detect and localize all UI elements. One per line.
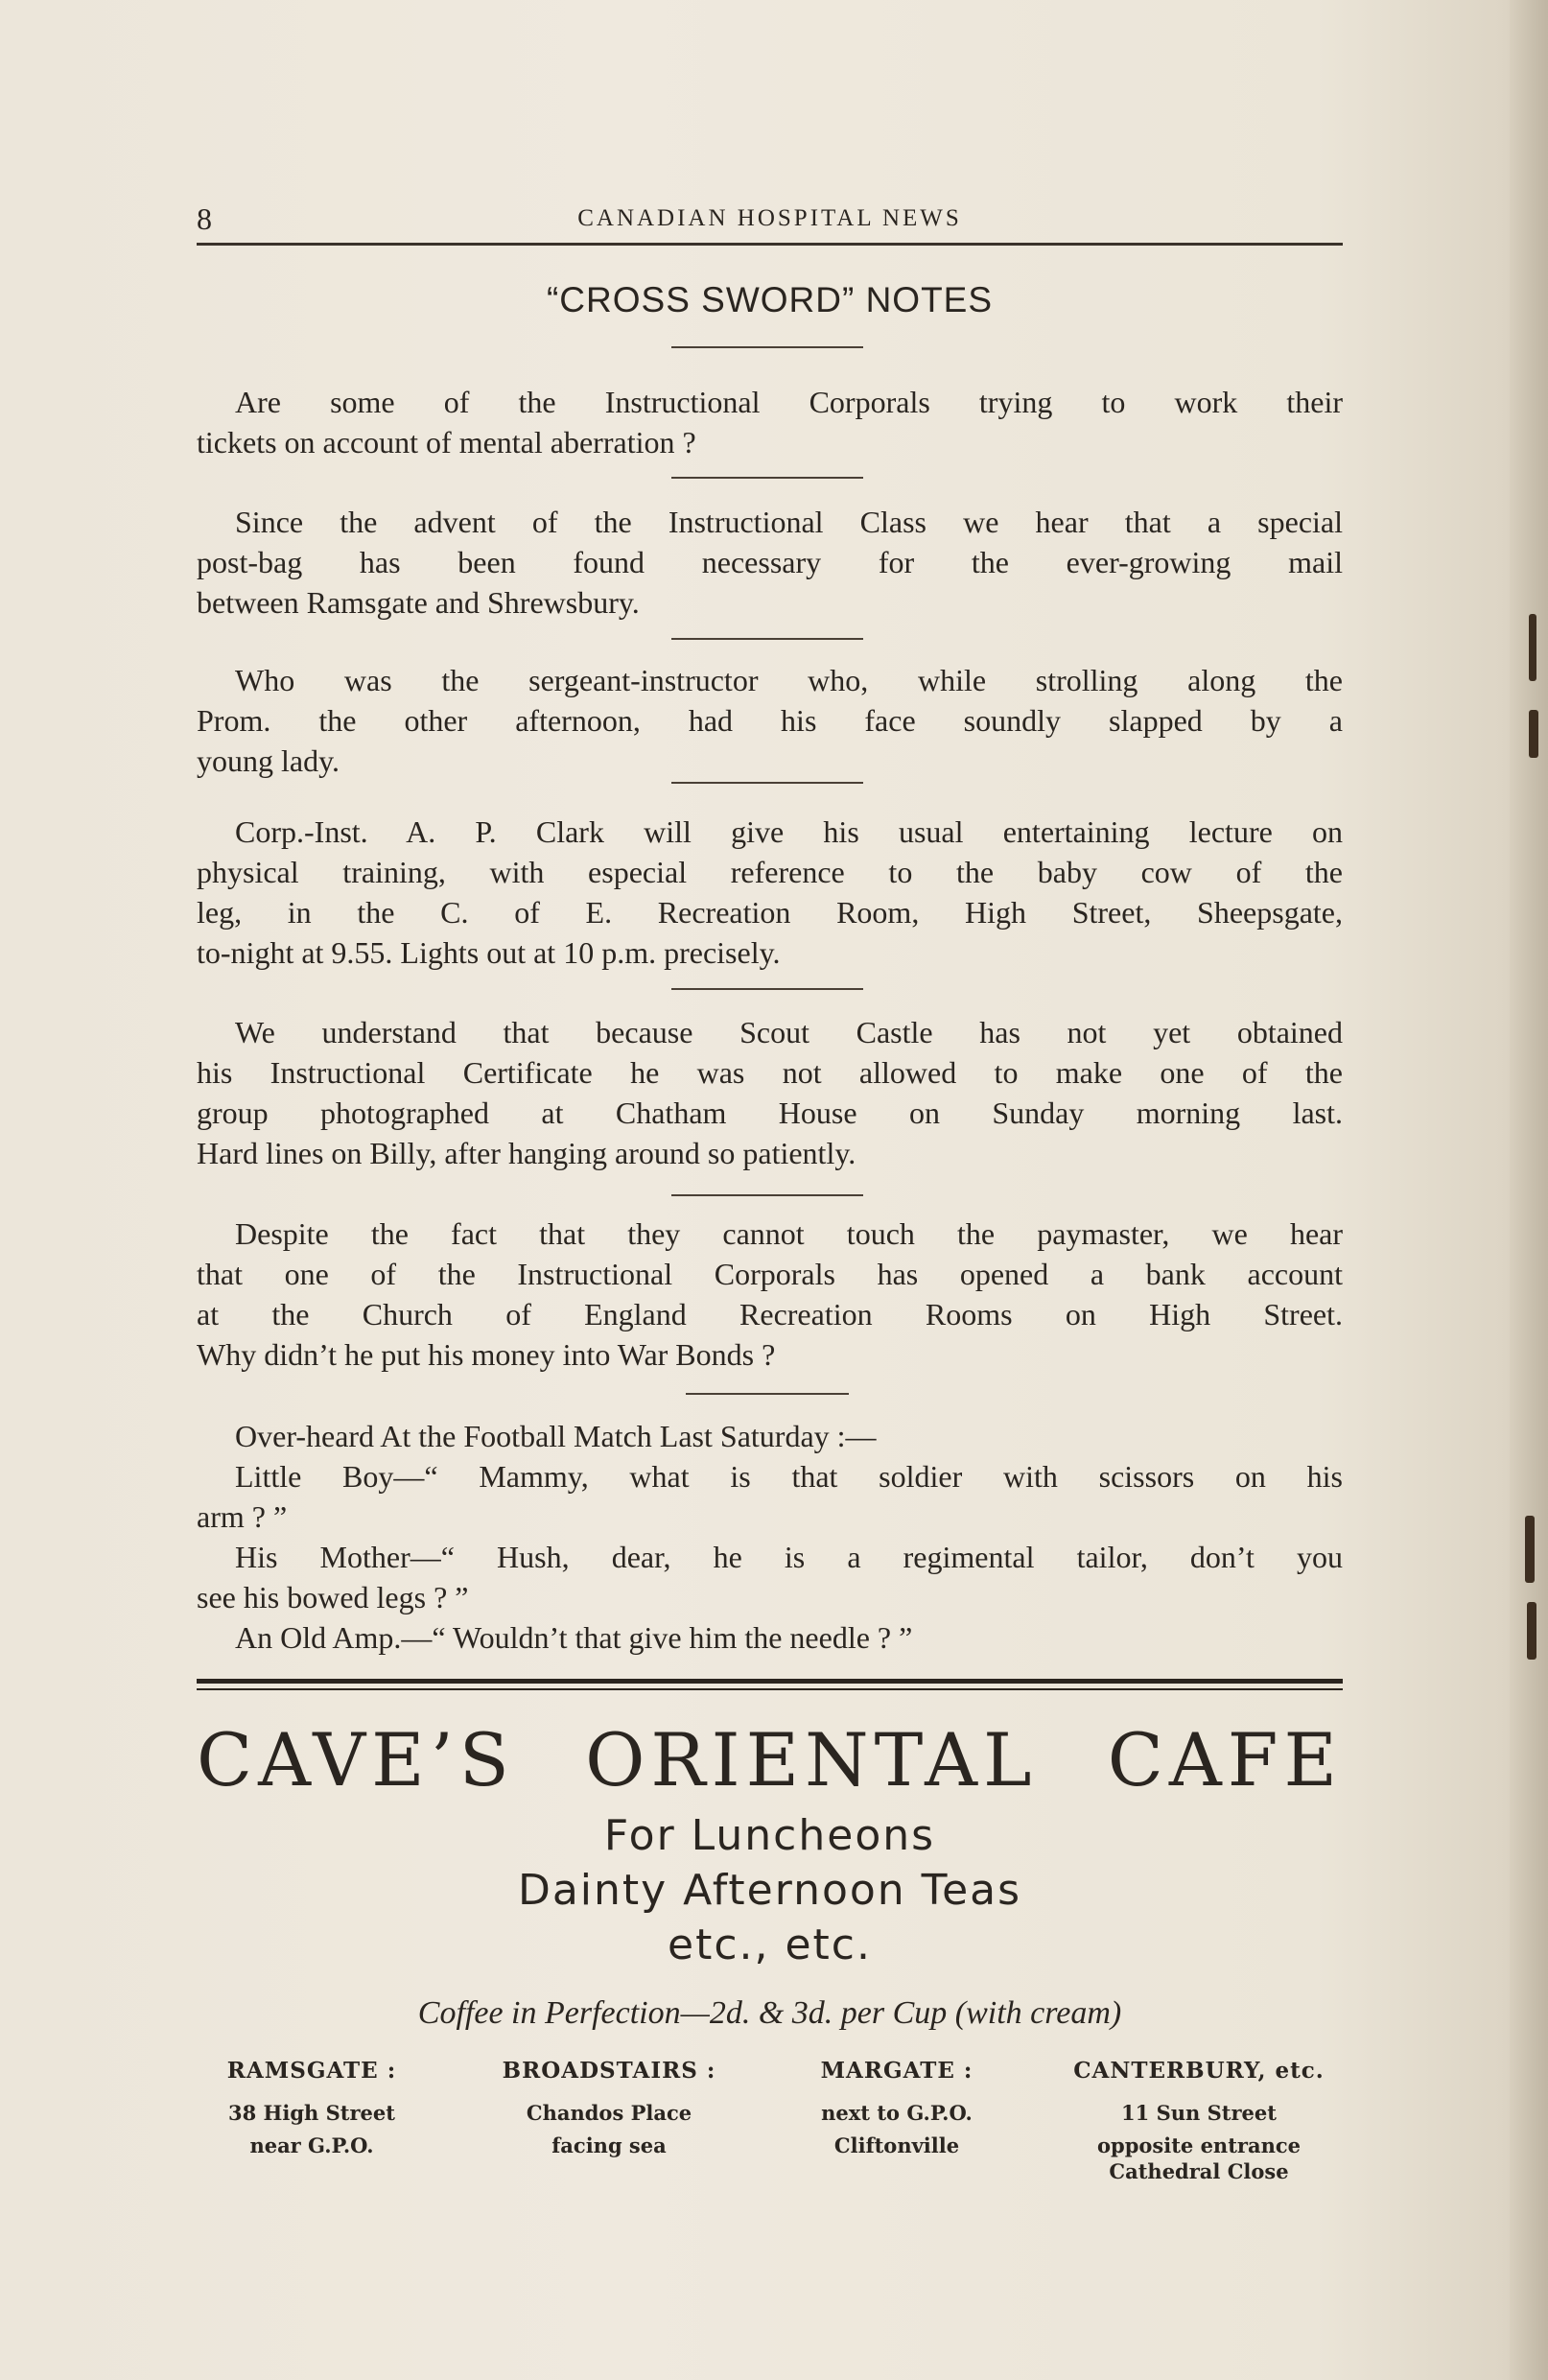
binding-mark — [1525, 1516, 1535, 1583]
ad-rule-thin — [197, 1688, 1343, 1690]
running-head: CANADIAN HOSPITAL NEWS — [577, 205, 962, 231]
ad-title: CAVE’S ORIENTAL CAFE — [197, 1717, 1343, 1803]
text-line: young lady. — [197, 743, 340, 778]
text-line: His Mother—“ Hush, dear, he is a regimental tailor, don’t you — [235, 1540, 1343, 1574]
text-line: Little Boy—“ Mammy, what is that soldier with scissors on his — [235, 1459, 1343, 1494]
text-line: that one of the Instructional Corporals has opened a bank account — [197, 1257, 1343, 1291]
text-line: physical training, with especial reference to the baby cow of the — [197, 855, 1343, 889]
branch-address: 11 Sun Street — [1121, 2101, 1277, 2125]
text-line: Corp.-Inst. A. P. Clark will give his usual entertaining lecture on — [235, 814, 1343, 849]
branch-canterbury — [1055, 2058, 1343, 2181]
branch-address: Chandos Place — [526, 2101, 692, 2125]
text-line: tickets on account of mental aberration ? — [197, 425, 696, 460]
text-line: Since the advent of the Instructional Class we hear that a special — [235, 505, 1343, 539]
news-item — [197, 502, 1343, 623]
branch-name: BROADSTAIRS : — [502, 2058, 716, 2084]
text-line: Why didn’t he put his money into War Bonds ? — [197, 1337, 776, 1372]
separator-rule — [671, 1194, 863, 1196]
separator-rule — [671, 988, 863, 990]
text-line: arm ? ” — [197, 1499, 288, 1534]
text-line: We understand that because Scout Castle has not yet obtained — [235, 1015, 1343, 1049]
ad-rule-thick — [197, 1679, 1343, 1684]
header-rule — [197, 243, 1343, 246]
text-line: his Instructional Certificate he was not allowed to make one of the — [197, 1055, 1343, 1090]
text-line: Despite the fact that they cannot touch the paymaster, we hear — [235, 1216, 1343, 1251]
text-line: Hard lines on Billy, after hanging around so patiently. — [197, 1136, 856, 1170]
branch-name: MARGATE : — [820, 2058, 973, 2084]
text-line: Over-heard At the Football Match Last Saturday :— — [235, 1419, 877, 1453]
branch-address: near G.P.O. — [249, 2133, 374, 2157]
news-item — [197, 382, 1343, 462]
branch-address: 38 High Street — [228, 2101, 395, 2125]
text-line: between Ramsgate and Shrewsbury. — [197, 585, 640, 620]
separator-rule — [671, 477, 863, 479]
binding-mark — [1529, 614, 1536, 681]
branch-address: Cathedral Close — [1109, 2159, 1289, 2183]
ad-line: For Luncheons — [603, 1811, 936, 1860]
ad-line: etc., etc. — [668, 1920, 872, 1969]
ad-line: Dainty Afternoon Teas — [517, 1866, 1022, 1915]
ad-tagline: Coffee in Perfection—2d. & 3d. per Cup (with cream) — [417, 1995, 1122, 2031]
binding-mark — [1529, 710, 1538, 758]
section-title: “CROSS SWORD” NOTES — [546, 280, 994, 319]
branch-address: Cliftonville — [833, 2133, 960, 2157]
page-spine — [1510, 0, 1548, 2380]
branch-margate — [786, 2058, 1007, 2162]
branch-address: opposite entrance — [1097, 2133, 1301, 2157]
separator-rule — [671, 638, 863, 640]
news-item — [197, 1214, 1343, 1375]
text-line: post-bag has been found necessary for the ever-growing mail — [197, 545, 1343, 579]
news-item — [197, 660, 1343, 781]
text-line: Are some of the Instructional Corporals trying to work their — [235, 385, 1343, 419]
separator-rule — [686, 1393, 849, 1395]
page-number: 8 — [197, 201, 212, 236]
binding-mark — [1527, 1602, 1536, 1660]
separator-rule — [671, 782, 863, 784]
page-header — [197, 201, 1343, 240]
overheard-dialogue — [197, 1416, 1343, 1658]
text-line: Who was the sergeant-instructor who, while strolling along the — [235, 663, 1343, 697]
text-line: leg, in the C. of E. Recreation Room, High Street, Sheepsgate, — [197, 895, 1343, 930]
text-line: to-night at 9.55. Lights out at 10 p.m. precisely. — [197, 935, 781, 970]
news-item — [197, 1012, 1343, 1173]
branch-address: facing sea — [551, 2133, 667, 2157]
news-item — [197, 812, 1343, 973]
branch-broadstairs — [484, 2058, 734, 2162]
text-line: group photographed at Chatham House on Sunday morning last. — [197, 1096, 1343, 1130]
branch-name: CANTERBURY, etc. — [1073, 2058, 1325, 2084]
text-line: see his bowed legs ? ” — [197, 1580, 469, 1614]
branch-name: RAMSGATE : — [226, 2058, 397, 2084]
text-line: at the Church of England Recreation Rooms on High Street. — [197, 1297, 1343, 1331]
text-line: Prom. the other afternoon, had his face soundly slapped by a — [197, 703, 1343, 738]
branch-address: next to G.P.O. — [821, 2101, 973, 2125]
branch-ramsgate — [197, 2058, 427, 2162]
separator-rule — [671, 346, 863, 348]
text-line: An Old Amp.—“ Wouldn’t that give him the needle ? ” — [235, 1620, 913, 1655]
